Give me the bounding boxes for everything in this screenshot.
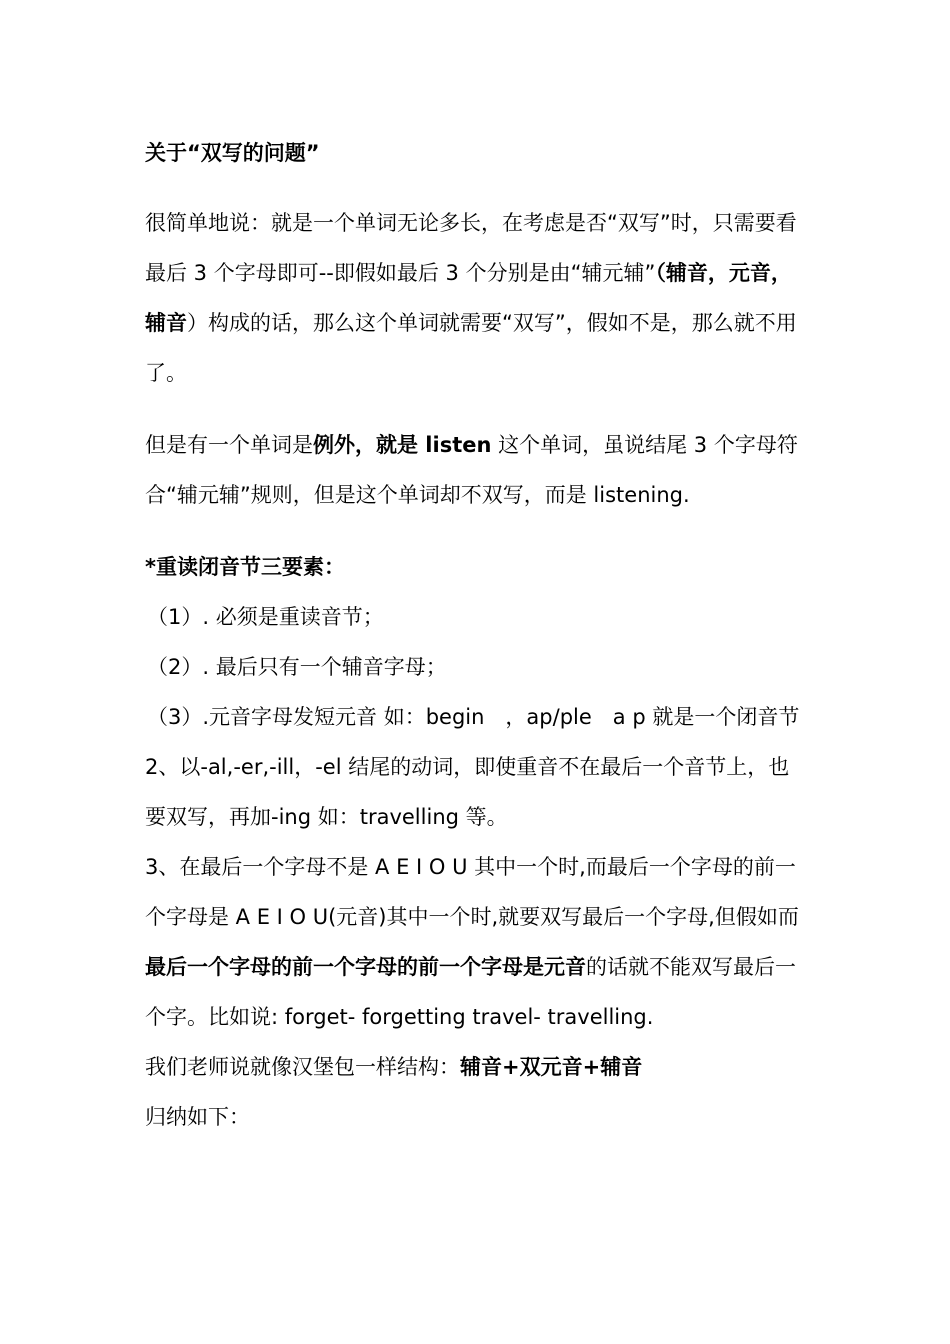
point-3-lead: 3、在最后一个字母不是 A E I O U 其中一个时,而最后一个字母的前一个字母是 A E I O U(元音)其中一个时,就要双写最后一个字母,但假如而: [145, 855, 799, 929]
spacer: [145, 520, 810, 542]
rule-item-1: （1）. 必须是重读音节；: [147, 605, 384, 629]
intro-bold-consonant-vowel: （辅音，元音，辅音: [145, 261, 792, 335]
rule-item-3: （3）.元音字母发短元音 如：begin ，ap/ple a p 就是一个闭音节: [147, 705, 800, 729]
burger-bold: 辅音+双元音+辅音: [460, 1055, 643, 1079]
point-3-rest: 的话就不能双写最后一个字。比如说: forget- forgetting travel- travelling.: [145, 955, 796, 1029]
point-3-bold: 最后一个字母的前一个字母的前一个字母是元音: [145, 955, 586, 979]
exception-bold: 例外，就是 listen: [313, 433, 492, 457]
burger-analogy: [145, 1042, 810, 1092]
exception-rest: 这个单词，虽说结尾 3 个字母符合“辅元辅”规则，但是这个单词却不双写，而是 listening.: [145, 433, 798, 507]
section-heading: *重读闭音节三要素：: [145, 555, 345, 579]
spacer: [145, 178, 810, 198]
intro-text-continued: ）构成的话，那么这个单词就需要“双写”，假如不是，那么就不用了。: [145, 311, 797, 385]
summary-line: 归纳如下：: [145, 1105, 250, 1129]
exception-lead: 但是有一个单词是: [145, 433, 313, 457]
paragraph-exception: [145, 420, 810, 520]
paragraph-intro: [145, 198, 810, 398]
document-body: [145, 128, 810, 1142]
document-title: 关于“双写的问题”: [145, 141, 320, 165]
rule-item-2: （2）. 最后只有一个辅音字母；: [147, 655, 447, 679]
point-2: 2、以-al,-er,-ill，-el 结尾的动词，即使重音不在最后一个音节上，也要双写，再加-ing 如：travelling 等。: [145, 755, 790, 829]
spacer: [145, 398, 810, 420]
point-3: [145, 842, 810, 1042]
burger-lead: 我们老师说就像汉堡包一样结构：: [145, 1055, 460, 1079]
intro-text: 很简单地说：就是一个单词无论多长，在考虑是否“双写”时，只需要看最后 3 个字母即可--即假如最后 3 个分别是由“辅元辅”: [145, 211, 797, 285]
